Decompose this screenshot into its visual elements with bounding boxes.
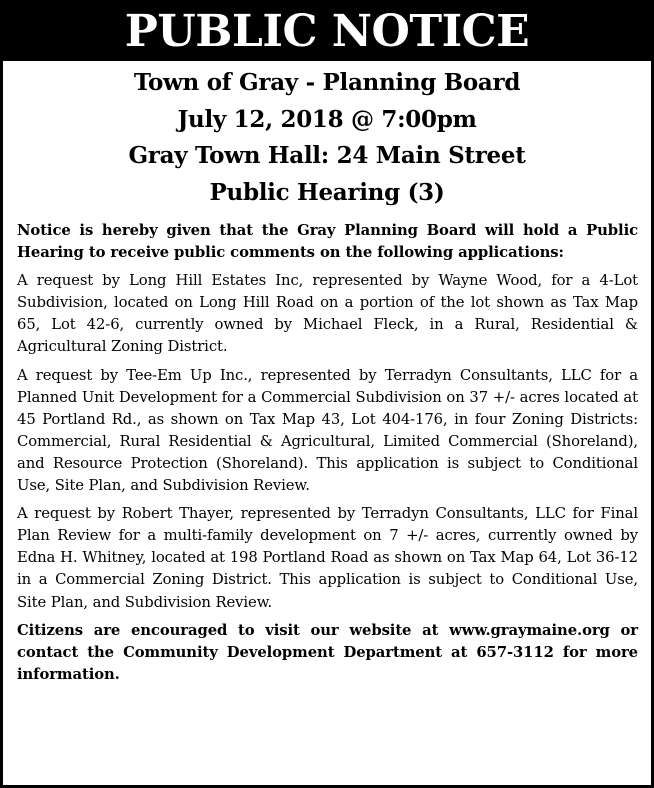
notice-intro: Notice is hereby given that the Gray Planning Board will hold a Public Hearing to receive public comments on the following applications: (17, 222, 638, 262)
closing-statement: Citizens are encouraged to visit our website at www.graymaine.org or contact the Community Development Department at 657-3112 for more information. (17, 621, 638, 683)
notice-banner-title: PUBLIC NOTICE (3, 3, 651, 61)
application-3: A request by Robert Thayer, represented by Terradyn Consultants, LLC for Final Plan Review for a multi-family development on 7 +/- acres, currently owned by Edna H. Whitney, located at 198 Portland Road as shown on Tax Map 64, Lot 36-12 in a Commercial Zoning District. This application is subject to Conditional Use, Site Plan, and Subdivision Review. (17, 505, 638, 611)
notice-body (3, 220, 651, 686)
planning-board-title: Town of Gray - Planning Board (133, 69, 521, 96)
application-2: A request by Tee-Em Up Inc., represented by Terradyn Consultants, LLC for a Planned Unit Development for a Commercial Subdivision on 37 +/- acres located at 45 Portland Rd., as shown on Tax Map 43, Lot 404-176, in four Zoning Districts: Commercial, Rural Residential & Agricultural, Limited Commercial (Shoreland), and Resource Protection (Shoreland). This application is subject to Conditional Use, Site Plan, and Subdivision Review. (17, 366, 638, 495)
notice-heading (3, 65, 651, 211)
meeting-date-time: July 12, 2018 @ 7:00pm (177, 105, 477, 133)
application-1: A request by Long Hill Estates Inc, represented by Wayne Wood, for a 4-Lot Subdivision, located on Long Hill Road on a portion of the lot shown as Tax Map 65, Lot 42-6, currently owned by Michael Fleck, in a Rural, Residential & Agricultural Zoning District. (17, 272, 638, 356)
meeting-location: Gray Town Hall: 24 Main Street (128, 142, 526, 169)
hearing-count: Public Hearing (3) (209, 178, 445, 206)
